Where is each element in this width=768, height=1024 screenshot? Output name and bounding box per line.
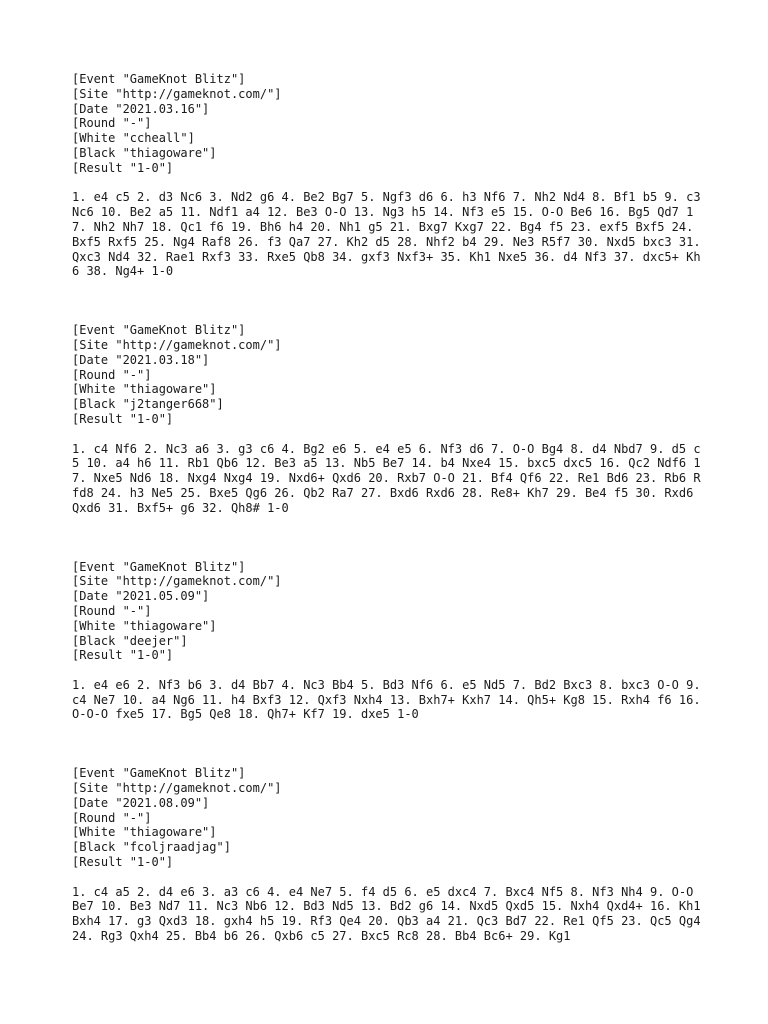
header-result: [Result "1-0"] <box>72 855 174 870</box>
move-text: 1. c4 Nf6 2. Nc3 a6 3. g3 c6 4. Bg2 e6 5. e4 e5 6. Nf3 d6 7. O-O Bg4 8. d4 Nbd7 9. d5 c5 10. a4 h6 11. Rb1 Qb6 12. Be3 a5 13. Nb5 Be7 14. b4 Nxe4 15. bxc5 dxc5 16. Qc2 Ndf6 17. Nxe5 Nd6 18. Nxg4 Nxg4 19. Nxd6+ Qxd6 20. Rxb7 O-O 21. Bf4 Qf6 22. Re1 Bd6 23. Rb6 Rfd8 24. h3 Ne5 25. Bxe5 Qg6 26. Qb2 Ra7 27. Bxd6 Rxd6 28. Re8+ Kh7 29. Be4 f5 30. Rxd6 Qxd6 31. Bxf5+ g6 32. Qh8# 1-0 <box>72 441 701 515</box>
header-event: [Event "GameKnot Blitz"] <box>72 323 246 338</box>
header-black: [Black "deejer"] <box>72 633 188 648</box>
game-record <box>72 72 702 279</box>
header-result: [Result "1-0"] <box>72 160 174 175</box>
header-round: [Round "-"] <box>72 603 152 618</box>
header-white: [White "thiagoware"] <box>72 825 217 840</box>
header-round: [Round "-"] <box>72 116 152 131</box>
pgn-headers <box>72 323 702 427</box>
pgn-headers <box>72 72 702 176</box>
game-record <box>72 560 702 723</box>
header-site: [Site "http://gameknot.com/"] <box>72 86 282 101</box>
header-white: [White "thiagoware"] <box>72 382 217 397</box>
header-event: [Event "GameKnot Blitz"] <box>72 766 246 781</box>
header-black: [Black "thiagoware"] <box>72 145 217 160</box>
header-site: [Site "http://gameknot.com/"] <box>72 337 282 352</box>
header-date: [Date "2021.03.18"] <box>72 352 210 367</box>
header-event: [Event "GameKnot Blitz"] <box>72 559 246 574</box>
header-black: [Black "fcoljraadjag"] <box>72 840 231 855</box>
header-site: [Site "http://gameknot.com/"] <box>72 574 282 589</box>
header-date: [Date "2021.03.16"] <box>72 101 210 116</box>
header-event: [Event "GameKnot Blitz"] <box>72 72 246 86</box>
header-white: [White "thiagoware"] <box>72 618 217 633</box>
header-white: [White "ccheall"] <box>72 131 195 146</box>
header-date: [Date "2021.08.09"] <box>72 795 210 810</box>
pgn-headers <box>72 560 702 664</box>
move-text: 1. e4 e6 2. Nf3 b6 3. d4 Bb7 4. Nc3 Bb4 5. Bd3 Nf6 6. e5 Nd5 7. Bd2 Bxc3 8. bxc3 O-O 9. c4 Ne7 10. a4 Ng6 11. h4 Bxf3 12. Qxf3 Nxh4 13. Bxh7+ Kxh7 14. Qh5+ Kg8 15. Rxh4 f6 16. O-O-O fxe5 17. Bg5 Qe8 18. Qh7+ Kf7 19. dxe5 1-0 <box>72 677 701 722</box>
move-text: 1. e4 c5 2. d3 Nc6 3. Nd2 g6 4. Be2 Bg7 5. Ngf3 d6 6. h3 Nf6 7. Nh2 Nd4 8. Bf1 b5 9. c3 Nc6 10. Be2 a5 11. Ndf1 a4 12. Be3 O-O 13. Ng3 h5 14. Nf3 e5 15. O-O Be6 16. Bg5 Qd7 17. Nh2 Nh7 18. Qc1 f6 19. Bh6 h4 20. Nh1 g5 21. Bxg7 Kxg7 22. Bg4 f5 23. exf5 Bxf5 24. Bxf5 Rxf5 25. Ng4 Raf8 26. f3 Qa7 27. Kh2 d5 28. Nhf2 b4 29. Ne3 R5f7 30. Nxd5 bxc3 31. Qxc3 Nd4 32. Rae1 Rxf3 33. Rxe5 Qb8 34. gxf3 Nxf3+ 35. Kh1 Nxe5 36. d4 Nf3 37. dxc5+ Kh6 38. Ng4+ 1-0 <box>72 190 701 279</box>
pgn-headers <box>72 766 702 870</box>
header-result: [Result "1-0"] <box>72 648 174 663</box>
header-round: [Round "-"] <box>72 367 152 382</box>
game-record <box>72 323 702 515</box>
pgn-document <box>72 72 702 944</box>
move-text: 1. c4 a5 2. d4 e6 3. a3 c6 4. e4 Ne7 5. f4 d5 6. e5 dxc4 7. Bxc4 Nf5 8. Nf3 Nh4 9. O-O Be7 10. Be3 Nd7 11. Nc3 Nb6 12. Bd3 Nd5 13. Bd2 g6 14. Nxd5 Qxd5 15. Nxh4 Qxd4+ 16. Kh1 Bxh4 17. g3 Qxd3 18. gxh4 h5 19. Rf3 Qe4 20. Qb3 a4 21. Qc3 Bd7 22. Re1 Qf5 23. Qc5 Qg4 24. Rg3 Qxh4 25. Bb4 b6 26. Qxb6 c5 27. Bxc5 Rc8 28. Bb4 Bc6+ 29. Kg1 <box>72 884 701 944</box>
header-site: [Site "http://gameknot.com/"] <box>72 781 282 796</box>
game-record <box>72 766 702 944</box>
header-date: [Date "2021.05.09"] <box>72 589 210 604</box>
header-result: [Result "1-0"] <box>72 411 174 426</box>
header-round: [Round "-"] <box>72 810 152 825</box>
header-black: [Black "j2tanger668"] <box>72 397 224 412</box>
